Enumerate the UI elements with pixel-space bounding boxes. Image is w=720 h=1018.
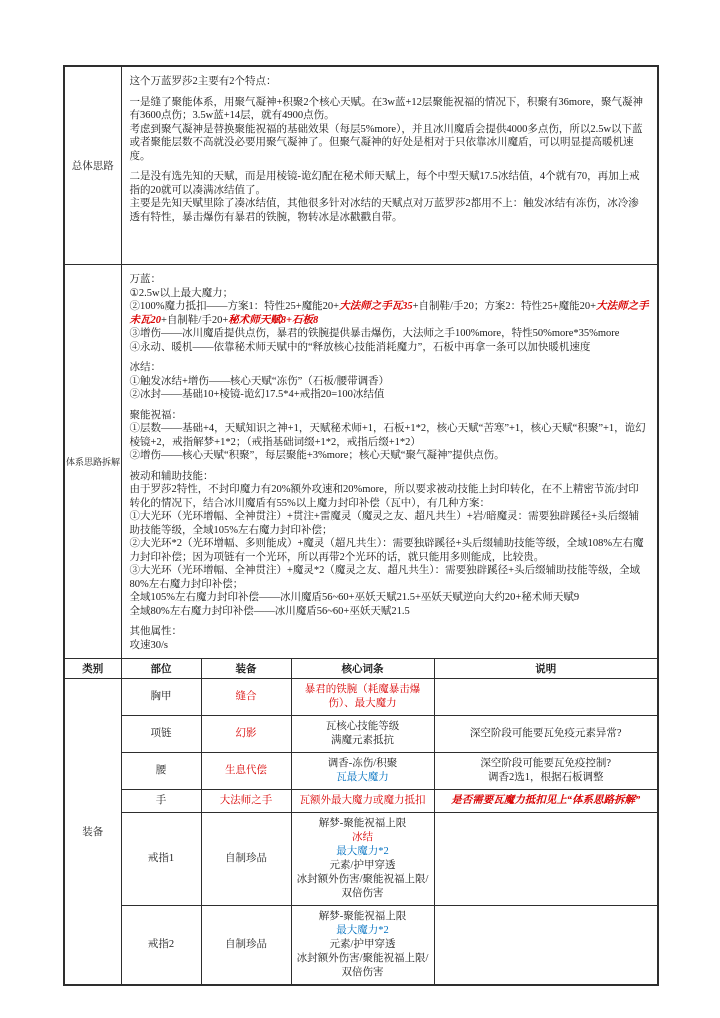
text-line: [296, 720, 430, 734]
text-line: [130, 483, 650, 510]
text-run: +自制鞋/手20+: [161, 314, 229, 326]
blank-line: [130, 354, 650, 361]
text-line: [296, 873, 430, 901]
blank-line: [130, 163, 650, 170]
text-run: ②冰封——基础10+棱镜-诡幻17.5*4+戒指20=100冰结值: [129, 389, 385, 400]
header-notes: 说明: [434, 659, 658, 679]
section-content-breakdown: [121, 265, 658, 659]
text-line: [439, 757, 654, 771]
header-part: 部位: [121, 659, 201, 679]
text-run: 主要是先知天赋里除了凑冰结值，其他很多针对冰结的天赋点对万蓝罗莎2都用不上：触发冰结有冻伤，冰冷渗透有特性，暴击爆伤有暴君的铁腕，物转冰是冰戳戳自带。: [129, 198, 639, 223]
blank-line: [130, 463, 650, 470]
text-line: [206, 764, 287, 778]
text-run: 最大魔力*2: [336, 846, 389, 857]
text-run: 深空阶段可能要瓦免疫控制?: [480, 758, 612, 769]
section-row-overall: [64, 66, 658, 265]
text-run: ②100%魔力抵扣——方案1：特性25+魔能20+: [129, 301, 340, 312]
text-run: ③增伤——冰川魔盾提供点伤，暴君的铁腕提供暴击爆伤，大法师之手100%more，特性50%more*35%more: [129, 328, 620, 339]
part-cell: 胸甲: [121, 679, 201, 716]
text-run: 是否需要瓦魔力抵扣见上“体系思路拆解”: [451, 795, 641, 806]
gear-cell: [201, 813, 291, 906]
text-run: 由于罗莎2特性，不封印魔力有20%额外攻速和20%more，所以要求被动技能上封印转化，在不上精密节流/封印转化的情况下，结合冰川魔盾有55%以上魔力封印补偿（瓦中），有几种方案：: [129, 484, 639, 509]
text-run: 生息代偿: [225, 765, 267, 776]
notes-cell: [434, 753, 658, 790]
text-run: 大法师之手瓦35: [339, 301, 413, 312]
text-line: [206, 938, 287, 952]
text-run: ③大光环（光环增幅、全神贯注）+魔灵*2（魔灵之友、超凡共生）：需要独辟蹊径+头后缀辅助技能等级，全域80%左右魔力封印补偿；: [129, 565, 641, 590]
notes-cell: [434, 790, 658, 813]
gear-cell: [201, 790, 291, 813]
core-affixes-cell: [291, 679, 434, 716]
header-core-affixes: 核心词条: [291, 659, 434, 679]
blank-line: [130, 402, 650, 409]
text-line: [439, 771, 654, 785]
text-line: [130, 287, 650, 301]
text-run: ②增伤——核心天赋“积聚”，每层聚能+3%more；核心天赋“聚气凝神”提供点伤。: [129, 450, 505, 461]
text-run: 全域80%左右魔力封印补偿——冰川魔盾56~60+巫妖天赋21.5: [129, 605, 410, 617]
part-cell: 戒指1: [121, 813, 201, 906]
gear-cell: [201, 753, 291, 790]
text-run: 秘术师天赋8+石板8: [228, 314, 319, 326]
text-run: 全域105%左右魔力封印补偿——冰川魔盾56~60+巫妖天赋21.5+巫妖天赋逆向大约20+秘术师天赋9: [129, 592, 580, 603]
text-line: [130, 388, 650, 402]
text-line: [296, 757, 430, 771]
text-run: 元素/护甲穿透: [329, 939, 396, 950]
section-content-overall: [121, 66, 658, 265]
equipment-row-戒指2: [64, 906, 658, 986]
text-run: 解梦-聚能祝福上限: [318, 818, 407, 829]
core-affixes-cell: [291, 790, 434, 813]
text-run: 聚能祝福：: [129, 409, 182, 421]
text-line: [296, 794, 430, 808]
section-label-overall: 总体思路: [64, 66, 121, 265]
text-run: 冰结: [352, 832, 373, 843]
text-line: [130, 197, 650, 224]
gear-cell: [201, 679, 291, 716]
text-run: 一是缝了聚能体系，用聚气凝神+积聚2个核心天赋。在3w蓝+12层聚能祝福的情况下，积聚有36more，聚气凝神有3600点伤；3.5w蓝+14层，就有4900点伤。: [129, 96, 643, 121]
text-line: [130, 361, 650, 375]
text-run: 解梦-聚能祝福上限: [318, 911, 407, 922]
category-cell: 装备: [64, 679, 121, 986]
text-run: 元素/护甲穿透: [329, 860, 396, 871]
part-cell: 手: [121, 790, 201, 813]
text-line: [296, 910, 430, 924]
notes-cell: [434, 906, 658, 986]
header-category: 类别: [64, 659, 121, 679]
text-run: 这个万蓝罗莎2主要有2个特点：: [129, 76, 277, 87]
text-line: [296, 831, 430, 845]
text-line: [130, 75, 650, 89]
text-run: ①大光环（光环增幅、全神贯注）+贯注+雷魔灵（魔灵之友、超凡共生）+岩/暗魔灵：需要独辟蹊径+头后缀辅助技能等级，全域105%左右魔力封印补偿；: [129, 511, 640, 536]
text-run: 其他属性：: [129, 626, 182, 637]
text-line: [206, 794, 287, 808]
text-line: [130, 123, 650, 164]
blank-line: [130, 89, 650, 96]
text-run: +自制鞋/手20；方案2：特性25+魔能20+: [412, 301, 597, 312]
blank-line: [130, 618, 650, 625]
text-run: 自制珍品: [225, 939, 267, 950]
gear-cell: [201, 906, 291, 986]
text-line: [130, 409, 650, 423]
text-line: [130, 170, 650, 197]
text-line: [130, 470, 650, 484]
equipment-row-项链: [64, 716, 658, 753]
text-run: 瓦核心技能等级: [325, 721, 400, 732]
text-line: [296, 952, 430, 980]
text-line: [130, 510, 650, 537]
part-cell: 项链: [121, 716, 201, 753]
text-line: [296, 859, 430, 873]
text-line: [130, 422, 650, 449]
text-line: [206, 727, 287, 741]
equipment-row-手: [64, 790, 658, 813]
text-line: [130, 591, 650, 605]
section-label-breakdown: 体系思路拆解: [64, 265, 121, 659]
text-line: [296, 771, 430, 785]
text-run: 大法师之手未瓦20: [129, 301, 649, 326]
text-run: 调香2选1，根据石板调整: [488, 772, 604, 783]
text-run: ①触发冰结+增伤——核心天赋“冻伤”（石板/腰带调香）: [129, 375, 390, 387]
text-run: 瓦最大魔力: [336, 772, 389, 783]
text-run: 瓦额外最大魔力或魔力抵扣: [299, 795, 426, 806]
text-line: [130, 564, 650, 591]
header-gear: 装备: [201, 659, 291, 679]
core-affixes-cell: [291, 813, 434, 906]
text-run: 最大魔力*2: [336, 925, 389, 936]
text-line: [130, 625, 650, 639]
text-run: 冰封额外伤害/聚能祝福上限/双倍伤害: [296, 874, 429, 899]
text-run: ②大光环*2（光环增幅、多则能成）+魔灵（超凡共生）：需要独辟蹊径+头后缀辅助技能等级，全域108%左右魔力封印补偿；因为项链有一个光环，所以再带2个光环的话，就只能用多则能成，比较贵。: [129, 538, 644, 563]
text-line: [296, 683, 430, 711]
text-run: 缝合: [235, 691, 257, 702]
equipment-row-腰: [64, 753, 658, 790]
text-line: [130, 273, 650, 287]
text-run: ①层数——基础+4，天赋知识之神+1，天赋秘术师+1，石板+1*2，核心天赋“苦寒”+1，核心天赋“积聚”+1，诡幻棱镜+2，戒指解梦+1*2；（戒指基础词缀+1*2，戒指后缀+1*2）: [129, 423, 646, 448]
text-line: [439, 727, 654, 741]
core-affixes-cell: [291, 753, 434, 790]
text-run: 深空阶段可能要瓦免疫元素异常?: [469, 728, 622, 739]
text-line: [130, 537, 650, 564]
table-header-row: [64, 659, 658, 679]
notes-cell: [434, 679, 658, 716]
build-guide-table: [63, 65, 659, 986]
text-line: [130, 639, 650, 653]
text-line: [130, 449, 650, 463]
text-line: [439, 794, 654, 808]
text-run: ④永动、暖机——依靠秘术师天赋中的“释放核心技能消耗魔力”，石板中再拿一条可以加快暖机速度: [129, 341, 591, 353]
text-run: ①2.5w以上最大魔力；: [129, 287, 234, 299]
text-run: 攻速30/s: [129, 639, 169, 651]
gear-cell: [201, 716, 291, 753]
notes-cell: [434, 813, 658, 906]
part-cell: 戒指2: [121, 906, 201, 986]
text-run: 二是没有选先知的天赋，而是用棱镜-诡幻配在秘术师天赋上，每个中型天赋17.5冰结值，4个就有70，再加上戒指的20就可以凑满冰结值了。: [129, 171, 640, 196]
core-affixes-cell: [291, 716, 434, 753]
text-line: [296, 938, 430, 952]
text-line: [130, 96, 650, 123]
core-affixes-cell: [291, 906, 434, 986]
text-run: 冰封额外伤害/聚能祝福上限/双倍伤害: [296, 953, 429, 978]
equipment-row-戒指1: [64, 813, 658, 906]
text-line: [296, 924, 430, 938]
text-run: 考虑到聚气凝神是替换聚能祝福的基础效果（每层5%more），并且冰川魔盾会提供4000多点伤，所以2.5w以下蓝或者聚能层数不高就没必要用聚气凝神了。但聚气凝神的好处是相对于只依靠冰川魔盾，可以明显提高暖机速度。: [129, 123, 643, 162]
part-cell: 腰: [121, 753, 201, 790]
text-line: [296, 845, 430, 859]
text-run: 万蓝：: [129, 274, 161, 285]
text-line: [130, 375, 650, 389]
text-line: [296, 817, 430, 831]
text-run: 大法师之手: [219, 795, 273, 806]
text-run: 被动和辅助技能：: [129, 470, 214, 482]
text-line: [206, 852, 287, 866]
text-line: [296, 734, 430, 748]
text-line: [130, 300, 650, 327]
section-row-breakdown: [64, 265, 658, 659]
notes-cell: [434, 716, 658, 753]
equipment-row-胸甲: [64, 679, 658, 716]
text-line: [206, 690, 287, 704]
text-run: 暴君的铁腕（耗魔暴击爆伤）、最大魔力: [304, 684, 421, 709]
text-run: 满魔元素抵抗: [331, 735, 394, 746]
text-run: 冰结：: [129, 362, 161, 373]
text-line: [130, 605, 650, 619]
text-run: 自制珍品: [225, 853, 267, 864]
text-line: [130, 341, 650, 355]
text-run: 调香-冻伤/积聚: [327, 758, 398, 769]
text-run: 幻影: [235, 728, 257, 739]
text-line: [130, 327, 650, 341]
